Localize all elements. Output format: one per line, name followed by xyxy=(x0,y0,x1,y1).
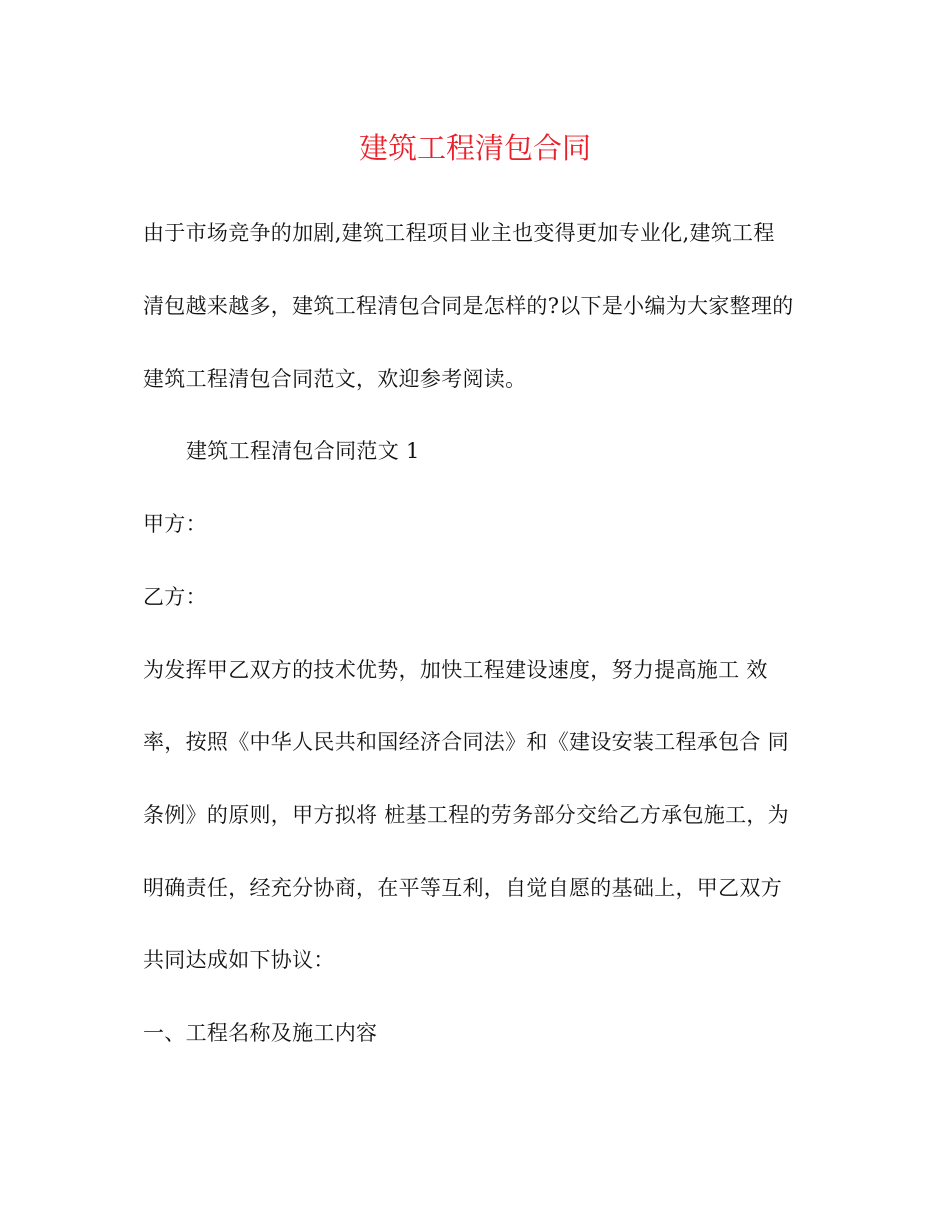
intro-line-1: 由于市场竞争的加剧,建筑工程项目业主也变得更加专业化,建筑工程 xyxy=(143,221,775,245)
intro-line-3: 建筑工程清包合同范文，欢迎参考阅读。 xyxy=(143,367,527,391)
clause-heading-1: 一、工程名称及施工内容 xyxy=(143,1021,378,1045)
party-b-label: 乙方： xyxy=(143,585,207,609)
section-heading: 建筑工程清包合同范文 1 xyxy=(186,439,420,463)
intro-line-2: 清包越来越多，建筑工程清包合同是怎样的?以下是小编为大家整理的 xyxy=(143,294,794,318)
party-a-label: 甲方： xyxy=(143,512,207,536)
document-title: 建筑工程清包合同 xyxy=(358,131,591,165)
body-line-3: 条例》的原则，甲方拟将 桩基工程的劳务部分交给乙方承包施工，为 xyxy=(143,803,789,827)
body-line-5: 共同达成如下协议： xyxy=(143,948,335,972)
body-line-2: 率，按照《中华人民共和国经济合同法》和《建设安装工程承包合 同 xyxy=(143,730,789,754)
body-line-4: 明确责任，经充分协商，在平等互利，自觉自愿的基础上，甲乙双方 xyxy=(143,876,782,900)
body-line-1: 为发挥甲乙双方的技术优势，加快工程建设速度，努力提高施工 效 xyxy=(143,658,768,682)
